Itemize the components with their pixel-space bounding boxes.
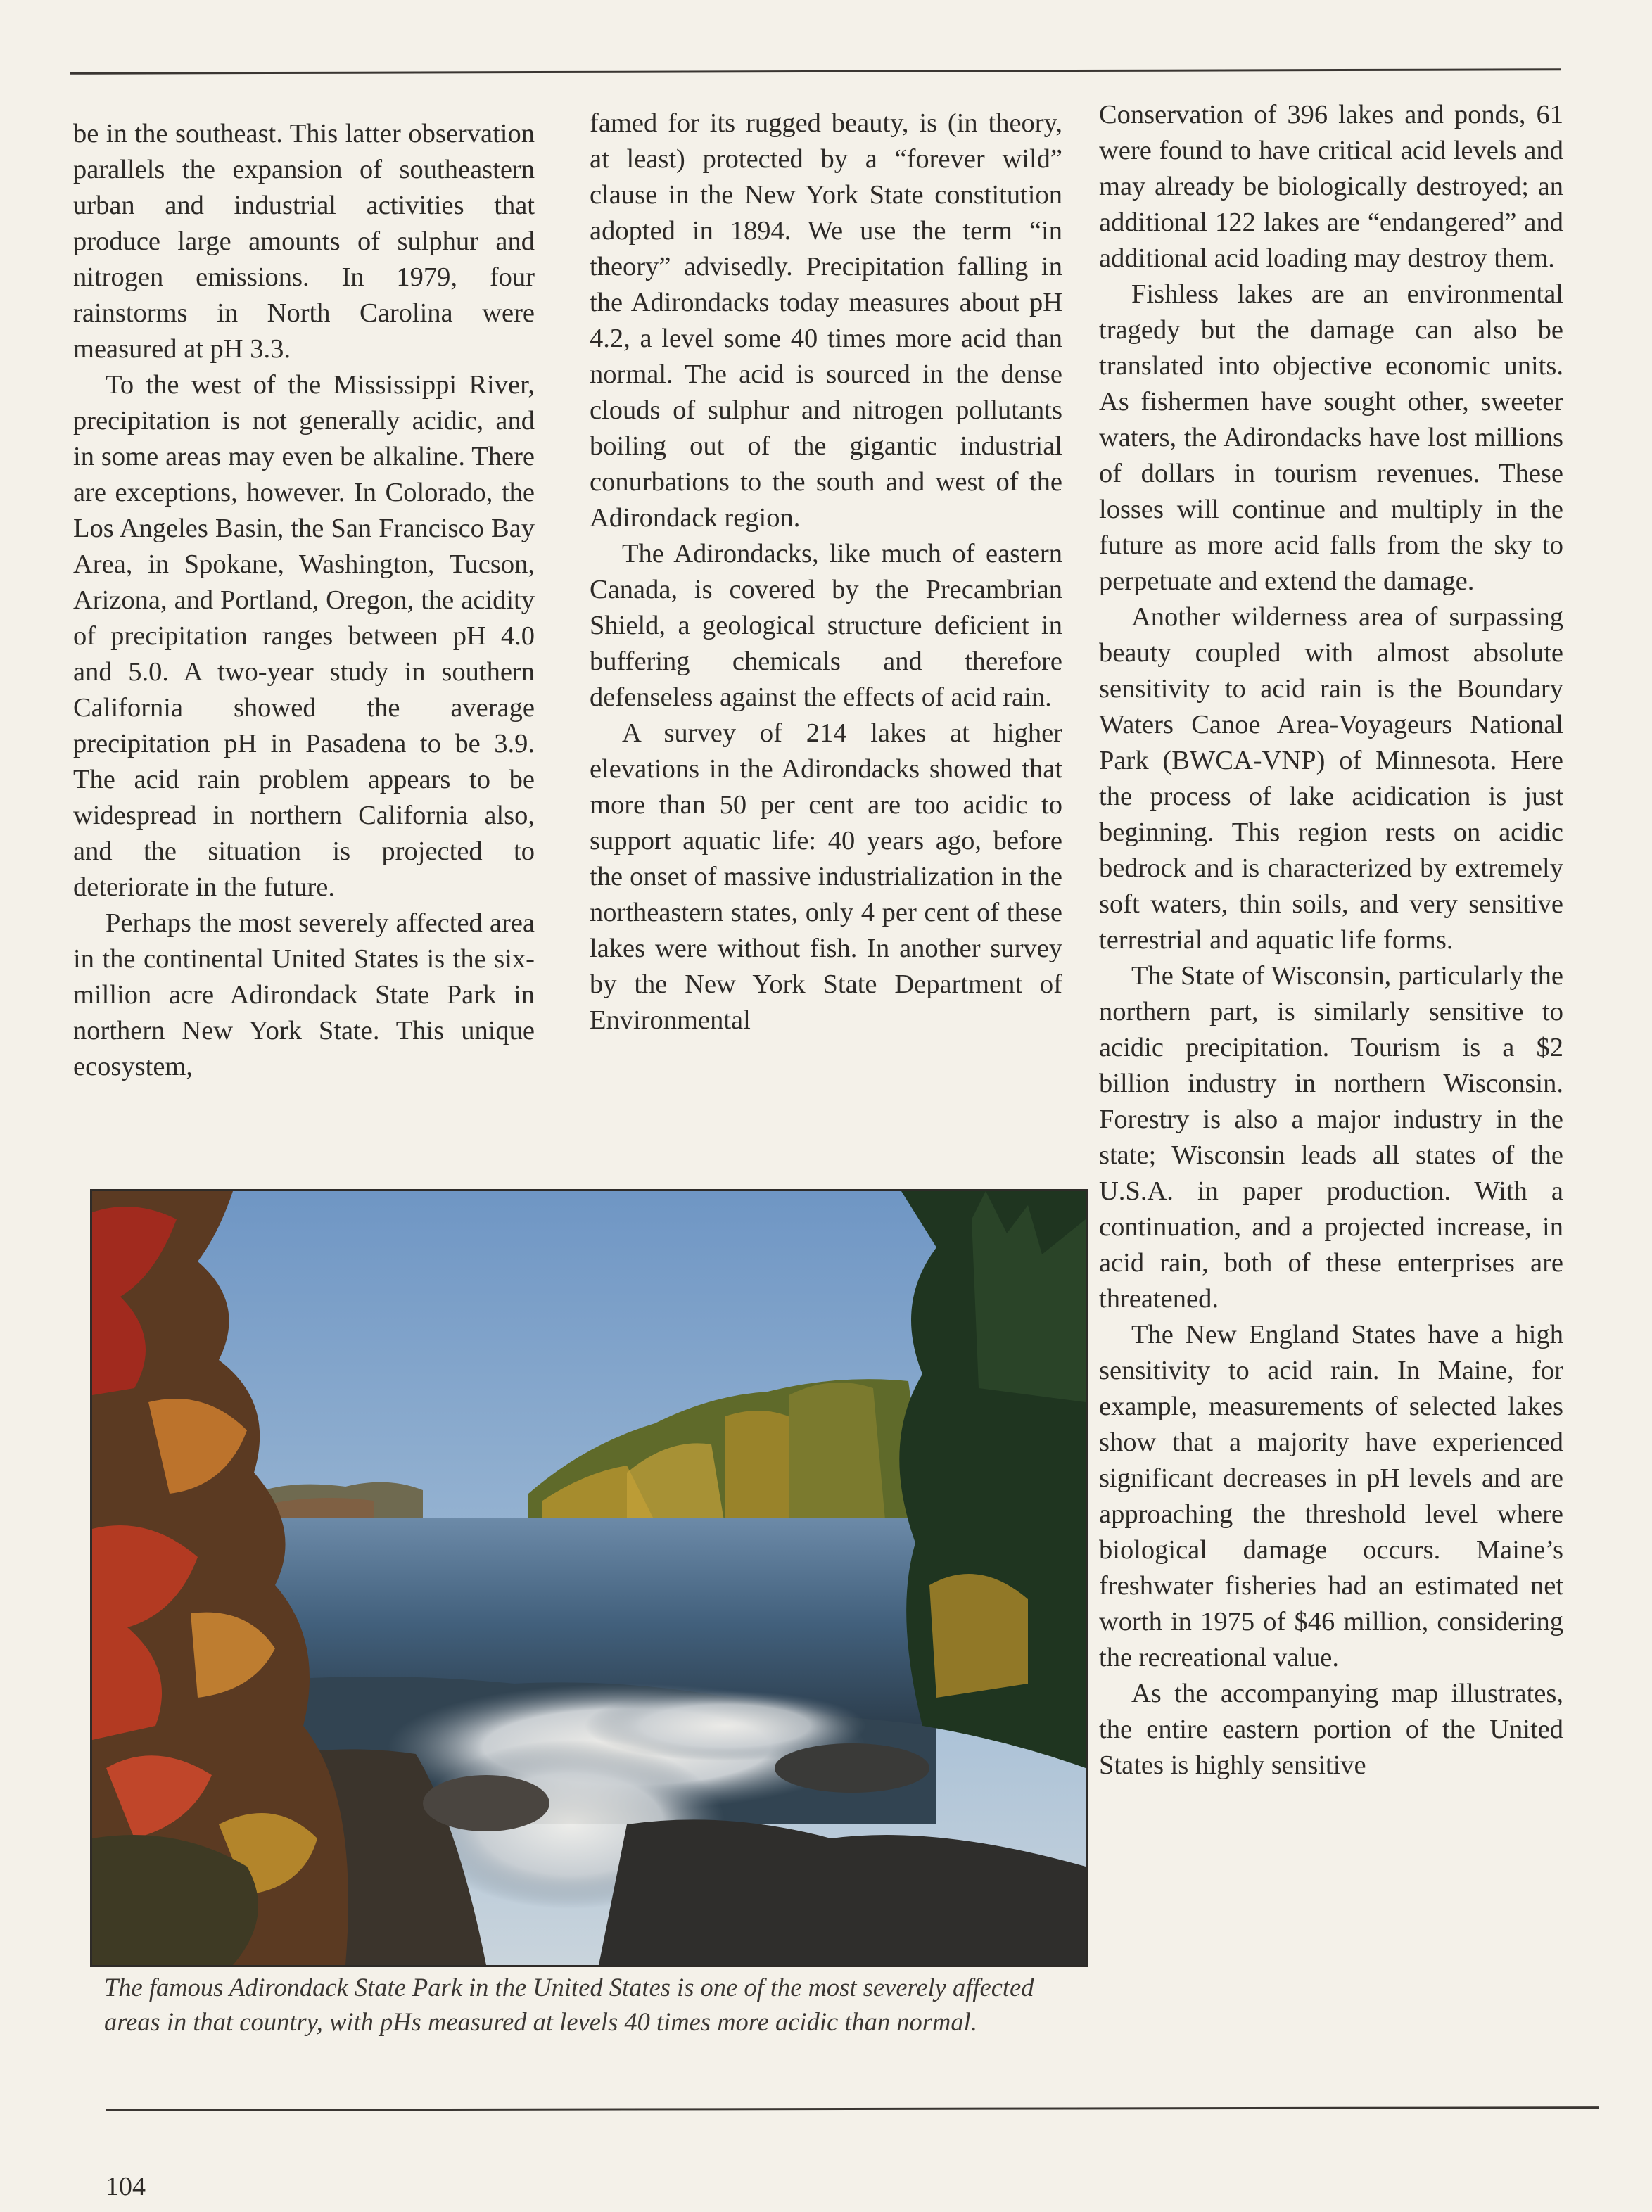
bottom-rule (106, 2106, 1599, 2111)
figure-caption (104, 1970, 1089, 2039)
lake-landscape-image (92, 1191, 1086, 1965)
page-number: 104 (106, 2172, 146, 2201)
paragraph: As the accompanying map illustrates, the entire eastern portion of the United States is highly sensitive (1099, 1679, 1563, 1780)
paragraph: The State of Wisconsin, particularly the northern part, is similarly sensitive to acidic precipitation. Tourism is a $2 billion industry in northern Wisconsin. Forestry is also a major industry in the state; Wisconsin leads all states of the U.S.A. in paper production. With a continuation, and a projected increase, in acid rain, both of these enterprises are threatened. (1099, 961, 1563, 1314)
paragraph: Fishless lakes are an environmental tragedy but the damage can also be translated into objective economic units. As fishermen have sought other, sweeter waters, the Adirondacks have lost millions of dollars in tourism revenues. These losses will continue and multiply in the future as more acid falls from the sky to perpetuate and extend the damage. (1099, 279, 1563, 596)
paragraph: famed for its rugged beauty, is (in theory, at least) protected by a “forever wild” clause in the New York State constitution adopted in 1894. We use the term “in theory” advisedly. Precipitation falling in the Adirondacks today measures about pH 4.2, a level some 40 times more acid than normal. The acid is sourced in the dense clouds of sulphur and nitrogen pollutants boiling out of the gigantic industrial conurbations to the south and west of the Adirondack region. (590, 108, 1062, 533)
caption-text: The famous Adirondack State Park in the United States is one of the most severely affected areas in that country, with pHs measured at levels 40 times more acidic than normal. (104, 1973, 1034, 2036)
text-column-2 (590, 106, 1062, 1038)
paragraph: Another wilderness area of surpassing beauty coupled with almost absolute sensitivity to acid rain is the Boundary Waters Canoe Area-Voyageurs National Park (BWCA-VNP) of Minnesota. Here the process of lake acidication is just beginning. This region rests on acidic bedrock and is characterized by extremely soft waters, thin soils, and very sensitive terrestrial and aquatic life forms. (1099, 602, 1563, 955)
paragraph: be in the southeast. This latter observation parallels the expansion of southeastern urban and industrial activities that produce large amounts of sulphur and nitrogen emissions. In 1979, four rainstorms in North Carolina were measured at pH 3.3. (73, 119, 535, 364)
paragraph: To the west of the Mississippi River, precipitation is not generally acidic, and in some areas may even be alkaline. There are exceptions, however. In Colorado, the Los Angeles Basin, the San Francisco Bay Area, in Spokane, Washington, Tucson, Arizona, and Portland, Oregon, the acidity of precipitation ranges between pH 4.0 and 5.0. A two-year study in southern California showed the average precipitation pH in Pasadena to be 3.9. The acid rain problem appears to be widespread in northern California also, and the situation is projected to deteriorate in the future. (73, 370, 535, 902)
text-column-1 (73, 116, 535, 1085)
paragraph: A survey of 214 lakes at higher elevations in the Adirondacks showed that more than 50 per cent are too acidic to support aquatic life: 40 years ago, before the onset of massive industrialization in the northeastern states, only 4 per cent of these lakes were without fish. In another survey by the New York State Department of Environmental (590, 718, 1062, 1035)
paragraph: The New England States have a high sensitivity to acid rain. In Maine, for example, measurements of selected lakes show that a majority have experienced significant decreases in pH levels and are approaching the threshold level where biological damage occurs. Maine’s freshwater fisheries had an estimated net worth in 1975 of $46 million, considering the recreational value. (1099, 1320, 1563, 1672)
top-rule (70, 68, 1561, 75)
paragraph: Perhaps the most severely affected area in the continental United States is the six-million acre Adirondack State Park in northern New York State. This unique ecosystem, (73, 908, 535, 1081)
adirondack-photo (90, 1189, 1088, 1967)
paragraph: The Adirondacks, like much of eastern Canada, is covered by the Precambrian Shield, a geological structure deficient in buffering chemicals and therefore defenseless against the effects of acid rain. (590, 539, 1062, 712)
text-column-3 (1099, 97, 1563, 1784)
paragraph: Conservation of 396 lakes and ponds, 61 were found to have critical acid levels and may already be biologically destroyed; an additional 122 lakes are “endangered” and additional acid loading may destroy them. (1099, 100, 1563, 273)
